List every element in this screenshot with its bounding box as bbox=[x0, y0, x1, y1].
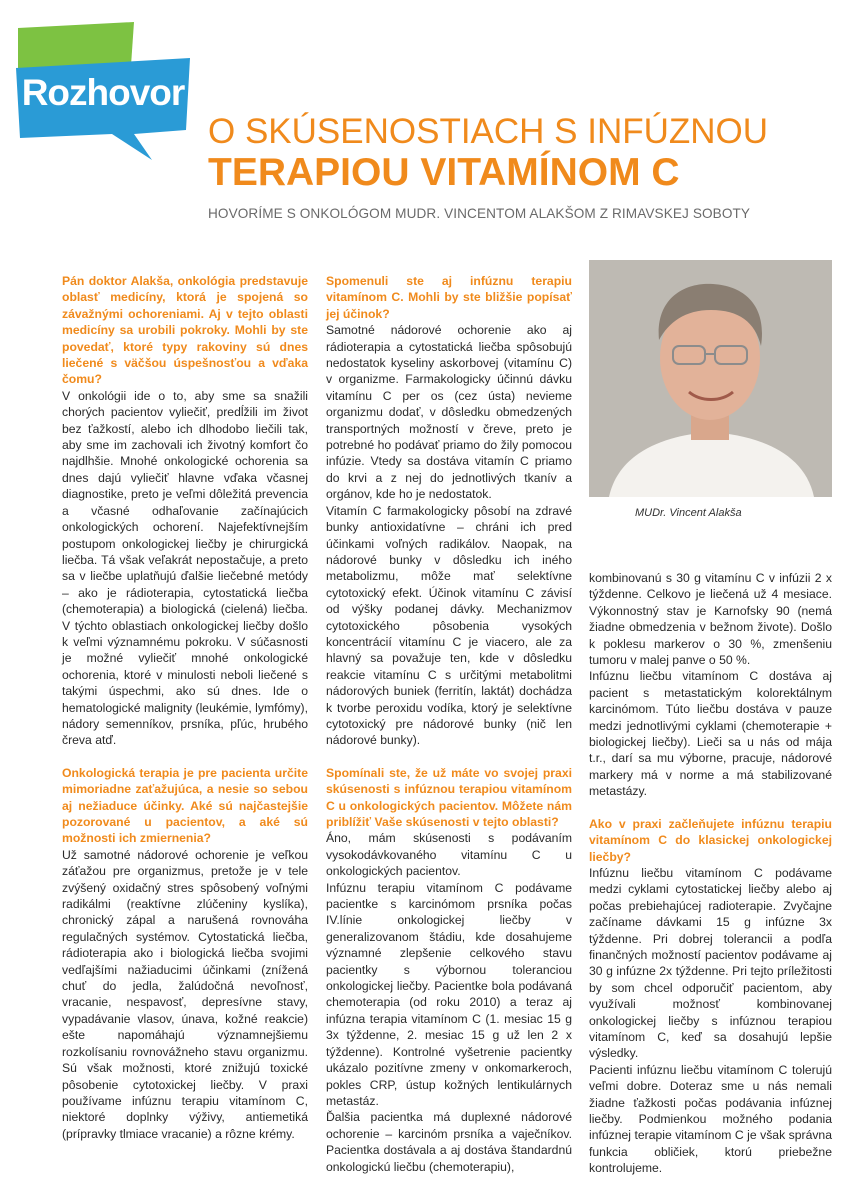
article-title-line-2: TERAPIOU VITAMÍNOM C bbox=[208, 151, 680, 194]
answer-4-part-1: Áno, mám skúsenosti s podávaním vysokodávkovaného vitamínu C u onkologických pacientov. bbox=[326, 831, 572, 879]
answer-3-part-1: Samotné nádorové ochorenie ako aj rádioterapia a cytostatická liečba spôsobujú nedostatok kyseliny askorbovej (vitamínu C) v organizme. Farmakologicky účinnú dávku vitamínu C per os (cez ústa) nevieme organizmu dodať, v dôsledku obmedzených transportných možností v čreve, preto je potrebné ho podávať priamo do žily pomocou infúzie. Vtedy sa dostáva vitamín C priamo do krvi a z nej do jednotlivých tkanív a orgánov, kde ho je nedostatok. bbox=[326, 323, 572, 502]
answer-4-part-4: kombinovanú s 30 g vitamínu C v infúzii 2 x týždenne. Celkovo je liečená už 4 mesiace. Výkonnostný stav je Karnofsky 90 (nemá žiadne obmedzenia v bežnom živote). Došlo k poklesu markerov o 30 %, zmenšeniu tumoru v malej panve o 50 %. bbox=[589, 571, 832, 668]
answer-4-part-3: Ďalšia pacientka má duplexné nádorové ochorenie – karcinóm prsníka a vaječníkov. Pacientka dostávala a aj dostáva štandardnú onkologickú liečbu (chemoterapiu), bbox=[326, 1110, 572, 1174]
question-1: Pán doktor Alakša, onkológia predstavuje oblasť medicíny, ktorá je spojená so závažnými ochoreniami. Aj v tejto oblasti medicíny sa urobili pokroky. Mohli by ste povedať, ktoré typy rakoviny sú dnes liečené s väčšou úspešnosťou a vďaka čomu? bbox=[62, 274, 308, 387]
article-title-line-1: O SKÚSENOSTIACH S INFÚZNOU bbox=[208, 112, 769, 151]
column-1 bbox=[62, 273, 308, 1142]
answer-2: Už samotné nádorové ochorenie je veľkou záťažou pre organizmus, pretože je v tele zvýšený oxidačný stres spôsobený voľnými radikálmi (reaktívne zlúčeniny kyslíka), chronický zápal a narušená rovnováha regulačných systémov. Cytostatická liečba, rádioterapia ako i biologická liečba svojimi vedľajšími nažiaducimi účinkami (znížená chuť do jedla, žalúdočná nevoľnosť, vracanie, nespavosť, depresívne stavy, vypadávanie vlasov, únava, kožné reakcie) ešte napomáhajú významnejšiemu rozkolísaniu rovnovážneho stavu organizmu. Sú však možnosti, ktoré znižujú toxické pôsobenie cytotoxickej liečby. V praxi používame infúznu terapiu vitamínom C, niektoré doplnky výživy, antiemetiká (prípravky tlmiace vracanie) a rôzne krémy. bbox=[62, 847, 308, 1141]
rozhovor-label: Rozhovor bbox=[21, 72, 185, 113]
question-2: Onkologická terapia je pre pacienta určite mimoriadne zaťažujúca, a nesie so sebou aj nežiaduce účinky. Aké sú najčastejšie pozorované u pacientov, a aké sú možnosti ich zmiernenia? bbox=[62, 765, 308, 846]
question-4: Spomínali ste, že už máte vo svojej praxi skúsenosti s infúznou terapiou vitamínom C u onkologických pacientov. Môžete nám priblížiť Vaše skúsenosti v tejto oblasti? bbox=[326, 765, 572, 829]
answer-4-part-5: Infúznu liečbu vitamínom C dostáva aj pacient s metastatickým kolorektálnym karcinómom. Túto liečbu dostáva v pauze medzi jednotlivými cyklami (chemoterapie + biologickej liečby). Lieči sa u nás od mája t.r., darí sa mu výborne, pracuje, nádorové markery má v norme a má stabilizované metastázy. bbox=[589, 669, 832, 799]
photo-caption: MUDr. Vincent Alakša bbox=[635, 507, 742, 519]
question-5: Ako v praxi začleňujete infúznu terapiu vitamínom C do klasickej onkologickej liečby? bbox=[589, 816, 832, 864]
answer-3-part-2: Vitamín C farmakologicky pôsobí na zdravé bunky antioxidatívne – chráni ich pred účinkami voľných radikálov. Naopak, na nádorové bunky v dôsledku ich iného metabolizmu, môže mať selektívne cytotoxický efekt. Účinok vitamínu C závisí od výšky podanej dávky. Mechanizmov cytotoxického pôsobenia vysokých koncentrácií vitamínu C je viacero, ale za hlavný sa považuje ten, kde v dôsledku reakcie vitamínu C s určitými metabolitmi nádorových buniek (ferritín, laktát) dochádza k tvorbe peroxidu vodíka, ktorý je selektívne cytotoxický pre nádorové bunky (nič len nádorové bunky). bbox=[326, 503, 572, 748]
answer-5-part-1: Infúznu liečbu vitamínom C podávame medzi cyklami cytostatickej liečby alebo aj počas prebiehajúcej radioterapie. Zvyčajne začíname dávkami 15 g infúzne 3x týždenne. Pri dobrej tolerancii a podľa finančných možností pacientov podávame aj 30 g infúzne 2x týždenne. Pri tejto príležitosti by som chcel odporučiť pacientom, aby využívali možnosť kombinovanej onkologickej liečby s infúznou terapiou vitamínom C, keď sa dosahujú lepšie výsledky. bbox=[589, 865, 832, 1061]
question-3: Spomenuli ste aj infúznu terapiu vitamínom C. Mohli by ste bližšie popísať jej účinok? bbox=[326, 274, 572, 321]
column-2 bbox=[326, 273, 572, 1175]
answer-4-part-2: Infúznu terapiu vitamínom C podávame pacientke s karcinómom prsníka počas IV.línie onkologickej liečby v generalizovanom štádiu, kde dosahujeme významné zlepšenie celkového stavu pacientky s výbornou toleranciou onkologickej liečby. Pacientke bola podávaná chemoterapia (od roku 2010) a teraz aj infúzna terapia vitamínom C (1. mesiac 15 g 3x týždenne, 2. mesiac 15 g už len 2 x týždenne). Kontrolné vyšetrenie pacientky ukázalo pozitívne zmeny v onkomarkeroch, pokles CRP, ústup kožných lentikulárnych metastáz. bbox=[326, 880, 572, 1108]
answer-5-part-2: Pacienti infúznu liečbu vitamínom C tolerujú veľmi dobre. Doteraz sme u nás nemali žiadne ťažkosti počas podávania infúznej liečby. Podmienkou možného podania infúznej terapie vitamínom C je však správna funkcia obličiek, ktorú priebežne kontrolujeme. bbox=[589, 1062, 832, 1176]
answer-1: V onkológii ide o to, aby sme sa snažili chorých pacientov vyliečiť, predĺžili im život bez ťažkostí, alebo ich dlhodobo liečili tak, aby sme im zachovali ich životný komfort čo najdlhšie. Mnohé onkologické ochorenia sa dnes dajú vyliečiť hlavne vďaka včasnej diagnostike, preto je veľmi dôležitá prevencia a včasné odhaľovanie začínajúcich onkologických ochorení. Najefektívnejším postupom onkologickej liečby je chirurgická liečba. Tá však veľakrát nepostačuje, a preto sa v liečbe uplatňujú ďalšie liečebné metódy – ako je rádioterapia, cytostatická liečba (chemoterapia) a biologická (cielená) liečba. V týchto oblastiach onkologickej liečby došlo k veľmi významnému pokroku. V súčasnosti je možné vyliečiť mnohé onkologické ochorenia, ktoré v minulosti neboli liečené s takými úspechmi, ako sú dnes. Ide o hematologické malignity (leukémie, lymfómy), nádory semenníkov, prsníka, pľúc, hrubého čreva atď. bbox=[62, 388, 308, 748]
doctor-portrait-photo bbox=[589, 260, 832, 497]
column-3 bbox=[589, 570, 832, 1177]
article-subtitle: HOVORÍME S ONKOLÓGOM MUDR. VINCENTOM ALAKŠOM Z RIMAVSKEJ SOBOTY bbox=[208, 206, 751, 221]
